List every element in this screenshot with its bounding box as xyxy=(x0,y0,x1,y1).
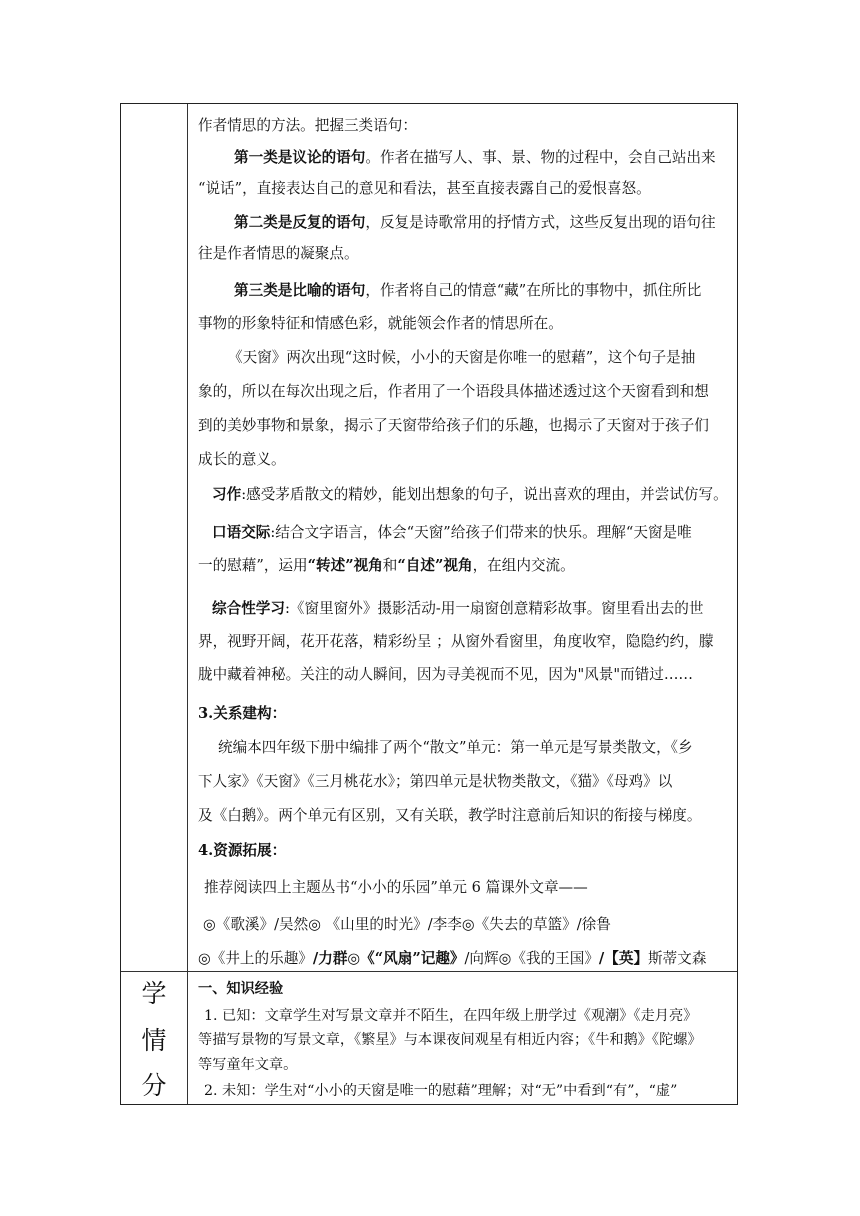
text-line: 下人家》《天窗》《三月桃花水》；第四单元是状物类散文，《猫》《母鸡》以 xyxy=(198,773,673,790)
text-line: “说话”，直接表达自己的意见和看法，甚至直接表露自己的爱恨喜怒。 xyxy=(198,180,651,197)
heading-relationship: 3.关系建构： xyxy=(198,705,287,722)
writing-task-line: 习作:感受茅盾散文的精妙，能划出想象的句子，说出喜欢的理由，并尝试仿写。 xyxy=(212,486,728,503)
paragraph-line: 象的，所以在每次出现之后，作者用了一个语段具体描述透过这个天窗看到和想 xyxy=(198,383,709,400)
text-line: 胧中藏着神秘。关注的动人瞬间，因为寻美视而不见，因为"风景"而错过…… xyxy=(198,666,694,683)
heading-knowledge: 一、知识经验 xyxy=(198,981,284,997)
side-label-char: 分 xyxy=(141,1071,167,1100)
column-divider xyxy=(187,104,188,1104)
category-2-line: 第二类是反复的语句，反复是诗歌常用的抒情方式，这些反复出现的语句往 xyxy=(234,214,716,231)
text-line: 1. 已知：文章学生对写景文章并不陌生，在四年级上册学过《观潮》《走月亮》 xyxy=(204,1008,698,1024)
paragraph-line: 《天窗》两次出现“这时候，小小的天窗是你唯一的慰藉”，这个句子是抽 xyxy=(228,349,696,366)
text-line: 统编本四年级下册中编排了两个“散文”单元：第一单元是写景类散文，《乡 xyxy=(218,739,693,756)
category-1-line: 第一类是议论的语句。作者在描写人、事、景、物的过程中，会自己站出来 xyxy=(234,149,716,166)
text-line: 2. 未知：学生对“小小的天窗是唯一的慰藉”理解；对“无”中看到“有”，“虚” xyxy=(204,1083,678,1099)
reading-list-line: ◎《歌溪》/吴然◎ 《山里的时光》/李李◎《失去的草篮》/徐鲁 xyxy=(203,916,611,933)
text-line: 作者情思的方法。把握三类语句： xyxy=(198,117,417,134)
row-divider xyxy=(121,971,737,972)
text-line: 推荐阅读四上主题丛书“小小的乐园”单元 6 篇课外文章—— xyxy=(204,879,588,896)
heading-resources: 4.资源拓展： xyxy=(198,842,287,859)
side-label-char: 情 xyxy=(141,1026,167,1055)
side-label-char: 学 xyxy=(141,979,167,1008)
lesson-plan-table xyxy=(120,103,738,1105)
comprehensive-learning-line: 综合性学习:《窗里窗外》摄影活动-用一扇窗创意精彩故事。窗里看出去的世 xyxy=(212,600,704,617)
paragraph-line: 到的美妙事物和景象，揭示了天窗带给孩子们的乐趣，也揭示了天窗对于孩子们 xyxy=(198,417,709,434)
oral-communication-line: 口语交际:结合文字语言，体会“天窗”给孩子们带来的快乐。理解“天窗是唯 xyxy=(212,524,692,541)
paragraph-line: 成长的意义。 xyxy=(198,451,286,468)
text-line: 等描写景物的写景文章，《繁星》与本课夜间观星有相近内容；《牛和鹅》《陀螺》 xyxy=(198,1032,702,1048)
category-3-line: 第三类是比喻的语句，作者将自己的情意“藏”在所比的事物中，抓住所比 xyxy=(234,282,702,299)
text-line: 及《白鹅》。两个单元有区别，又有关联，教学时注意前后知识的衔接与梯度。 xyxy=(198,807,702,824)
text-line: 等写童年文章。 xyxy=(198,1057,298,1073)
reading-list-line: ◎《井上的乐趣》/力群◎《“风扇”记趣》/向辉◎《我的王国》/【英】斯蒂文森 xyxy=(198,950,707,967)
text-line: 事物的形象特征和情感色彩，就能领会作者的情思所在。 xyxy=(198,315,563,332)
oral-communication-line-2: 一的慰藉”，运用“转述”视角和“自述”视角，在组内交流。 xyxy=(198,557,575,574)
text-line: 界，视野开阔，花开花落，精彩纷呈 ；从窗外看窗里，角度收窄，隐隐约约，朦 xyxy=(198,633,714,650)
text-line: 往是作者情思的凝聚点。 xyxy=(198,245,359,262)
